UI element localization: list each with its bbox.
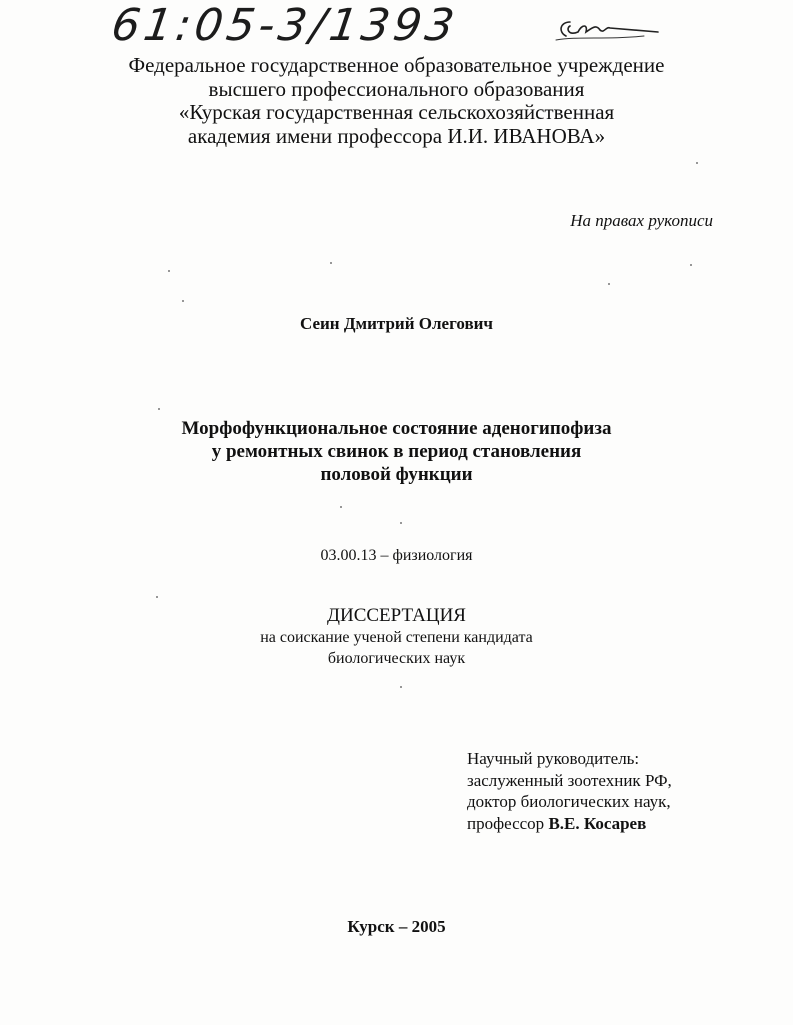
scan-speck xyxy=(696,162,698,164)
institution-line: «Курская государственная сельскохозяйственная xyxy=(178,100,615,124)
supervisor-title-line: доктор биологических наук, xyxy=(467,792,671,811)
scan-speck xyxy=(182,300,184,302)
supervisor-block xyxy=(467,748,672,834)
scan-speck xyxy=(400,686,402,688)
manuscript-rights-note: На правах рукописи xyxy=(570,211,713,230)
scan-speck xyxy=(608,283,610,285)
scan-speck xyxy=(156,596,158,598)
degree-line: на соискание ученой степени кандидата xyxy=(260,629,533,646)
institution-line: академия имени профессора И.И. ИВАНОВА» xyxy=(187,123,606,148)
archive-code-handwritten: 61:05-3/1393 xyxy=(108,0,462,51)
specialty-code: 03.00.13 – физиология xyxy=(320,547,473,564)
degree-line: биологических наук xyxy=(327,650,466,667)
institution-line: высшего профессионального образования xyxy=(208,76,585,101)
dissertation-title xyxy=(0,417,793,486)
signature-scribble xyxy=(548,10,668,44)
scan-speck xyxy=(168,270,170,272)
supervisor-name-line xyxy=(467,813,672,835)
title-line: у ремонтных свинок в период становления xyxy=(211,441,582,462)
author-name: Сеин Дмитрий Олегович xyxy=(299,314,494,333)
scan-speck xyxy=(340,506,342,508)
scan-speck xyxy=(400,522,402,524)
dissertation-heading: ДИССЕРТАЦИЯ xyxy=(327,605,466,626)
supervisor-name: В.Е. Косарев xyxy=(548,813,647,833)
institution-block xyxy=(0,54,793,148)
title-line: половой функции xyxy=(320,464,473,485)
scan-speck xyxy=(158,408,160,410)
supervisor-label: Научный руководитель: xyxy=(467,749,640,768)
institution-line: Федеральное государственное образовательное учреждение xyxy=(128,53,665,77)
scan-speck xyxy=(330,262,332,264)
title-line: Морфофункциональное состояние аденогипофиза xyxy=(181,418,612,439)
supervisor-rank: профессор xyxy=(467,813,545,833)
city-year: Курск – 2005 xyxy=(347,917,446,936)
degree-description xyxy=(0,627,793,669)
scan-speck xyxy=(690,264,692,266)
supervisor-title-line: заслуженный зоотехник РФ, xyxy=(467,770,672,790)
